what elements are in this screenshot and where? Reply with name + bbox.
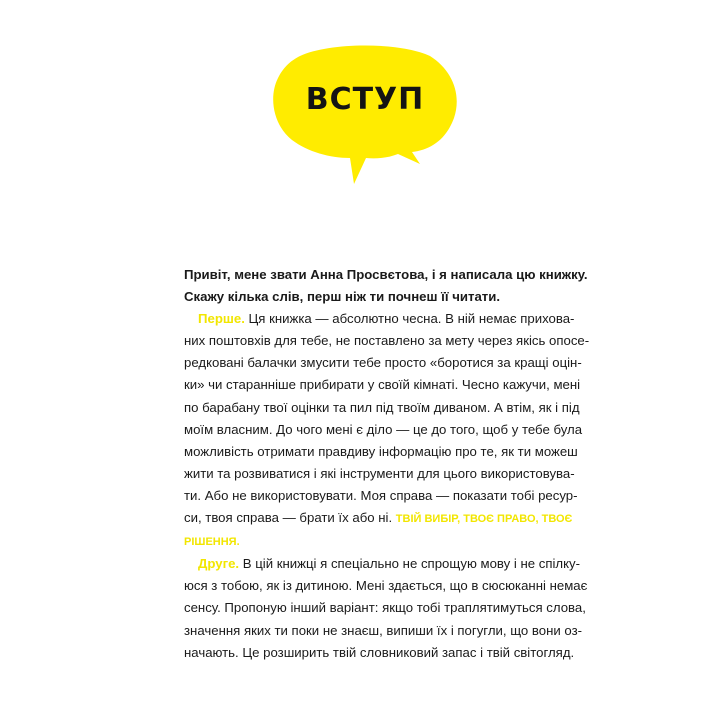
highlight-your-choice: ТВІЙ ВИБІР, ТВОЄ ПРАВО, ТВОЄ (395, 513, 573, 526)
paragraph-2-first-line (184, 553, 581, 575)
paragraph-2-line-5: начають. Це розширить твій словниковий запас і твій світогляд. (184, 644, 575, 660)
paragraph-1-line-10-text: си, твоя справа — брати їх або ні. (184, 510, 393, 526)
paragraph-1-line-6: моїм власним. До чого мені є діло — це до того, щоб у тебе була (184, 421, 583, 437)
paragraph-1-first-line (184, 308, 575, 330)
paragraph-1-line-7: можливість отримати правдиву інформацію про те, як ти можеш (184, 443, 578, 459)
body-text (184, 264, 590, 664)
paragraph-1-line-4: ки» чи старанніше прибирати у своїй кімнаті. Чесно кажучи, мені (184, 377, 581, 393)
paragraph-2-line-3: сенсу. Пропоную інший варіант: якщо тобі траплятимуться слова, (184, 600, 586, 616)
speech-bubble-shape (270, 44, 460, 194)
paragraph-1-label: Перше. (198, 311, 245, 327)
intro-line-1: Привіт, мене звати Анна Просвєтова, і я написала цю книжку. (184, 267, 588, 282)
intro-line-2: Скажу кілька слів, перш ніж ти почнеш її читати. (184, 289, 501, 305)
paragraph-1-line-5: по барабану твої оцінки та пил під твоїм диваном. А втім, як і під (184, 399, 580, 415)
page-title: ВСТУП (305, 82, 425, 117)
paragraph-2-line-2: юся з тобою, як із дитиною. Мені здається, що в сюсюканні немає (184, 578, 588, 594)
paragraph-1-line-2: них поштовхів для тебе, не поставлено за мету через якісь опосе- (184, 333, 590, 349)
paragraph-1-line-3: редковані балачки змусити тебе просто «боротися за кращі оцін- (184, 355, 582, 371)
paragraph-1-first-line-text: Ця книжка — абсолютно чесна. В ній немає прихова- (248, 311, 575, 327)
paragraph-1-line-9: ти. Або не використовувати. Моя справа — показати тобі ресур- (184, 487, 578, 503)
highlight-your-decision: РІШЕННЯ. (184, 536, 240, 549)
paragraph-1-line-10 (184, 507, 573, 530)
paragraph-2-line-4: значення яких ти поки не знаєш, випиши їх і погугли, що вони оз- (184, 622, 583, 638)
paragraph-1-line-11 (184, 530, 542, 553)
paragraph-1-line-8: жити та розвиватися і які інструменти для цього використовува- (184, 465, 575, 481)
paragraph-2-label: Друге. (198, 556, 240, 572)
paragraph-2-first-line-text: В цій книжці я спеціально не спрощую мову і не спілку- (242, 556, 581, 572)
title-bubble (270, 44, 460, 194)
